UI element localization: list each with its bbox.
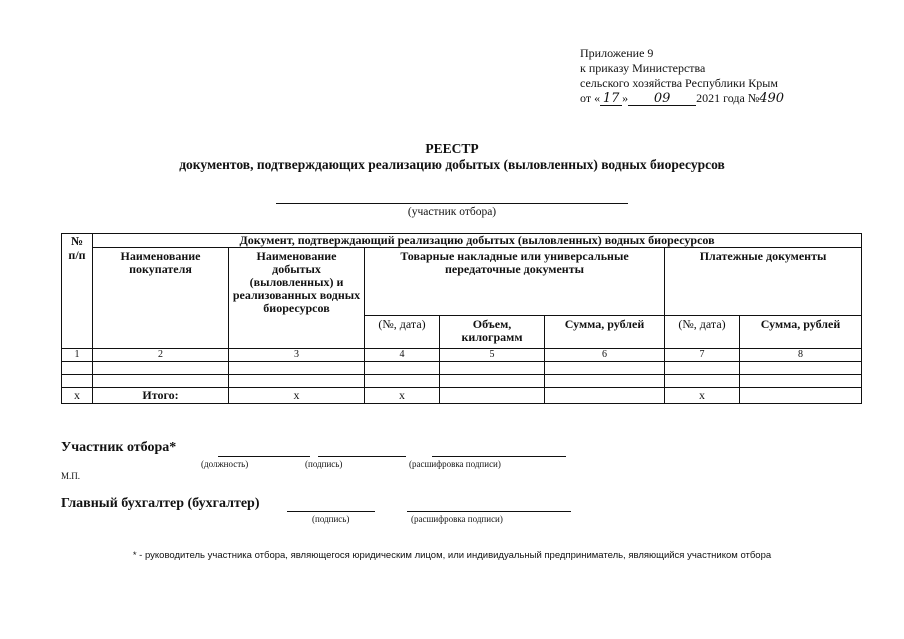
table-cell bbox=[740, 362, 862, 375]
table-cell bbox=[665, 362, 740, 375]
accountant-signature-label: Главный бухгалтер (бухгалтер) bbox=[61, 496, 260, 511]
payments-header: Платежные документы bbox=[665, 248, 862, 316]
total-cell bbox=[440, 388, 545, 404]
participant-line bbox=[276, 203, 628, 204]
resources-header: Наименование добытых (выловленных) и реализованных водных биоресурсов bbox=[229, 248, 365, 349]
table-cell bbox=[545, 375, 665, 388]
column-number: 4 bbox=[365, 349, 440, 362]
table-cell bbox=[62, 362, 93, 375]
table-cell bbox=[365, 362, 440, 375]
date-prefix: от « bbox=[580, 91, 601, 105]
table-cell bbox=[740, 375, 862, 388]
table-cell bbox=[440, 362, 545, 375]
registry-table bbox=[61, 233, 862, 404]
footnote: * - руководитель участника отбора, являющегося юридическим лицом, или индивидуальный предприниматель, являющийся участником отбора bbox=[132, 550, 772, 561]
column-number: 3 bbox=[229, 349, 365, 362]
column-number: 7 bbox=[665, 349, 740, 362]
table-cell bbox=[545, 362, 665, 375]
document-subtitle: документов, подтверждающих реализацию добытых (выловленных) водных биоресурсов bbox=[179, 157, 725, 172]
total-cell bbox=[545, 388, 665, 404]
total-cell: x bbox=[665, 388, 740, 404]
order-number-sign: № bbox=[747, 91, 760, 105]
total-cell: x bbox=[229, 388, 365, 404]
participant-signature-label: Участник отбора* bbox=[61, 440, 177, 455]
total-cell: x bbox=[62, 388, 93, 404]
date-year: 2021 года bbox=[696, 91, 745, 105]
table-cell bbox=[229, 375, 365, 388]
col-number-header bbox=[62, 234, 93, 349]
column-number: 5 bbox=[440, 349, 545, 362]
accountant-decoding-caption: (расшифровка подписи) bbox=[411, 514, 503, 524]
date-month: 09 bbox=[628, 92, 696, 106]
column-numbers-row bbox=[62, 349, 862, 362]
table-cell bbox=[440, 375, 545, 388]
col-number-header-1: № bbox=[70, 234, 84, 248]
table-row bbox=[62, 375, 862, 388]
table-cell bbox=[93, 362, 229, 375]
appendix-block bbox=[580, 46, 784, 106]
invoice-number-date-header: (№, дата) bbox=[365, 316, 440, 349]
stamp-label: М.П. bbox=[61, 471, 81, 481]
col-number-header-2: п/п bbox=[68, 248, 86, 262]
column-number: 1 bbox=[62, 349, 93, 362]
document-title: РЕЕСТР bbox=[425, 141, 479, 156]
participant-caption: (участник отбора) bbox=[407, 206, 497, 218]
header-row-1 bbox=[62, 234, 862, 248]
table-row bbox=[62, 362, 862, 375]
total-row bbox=[62, 388, 862, 404]
date-day: 17 bbox=[600, 92, 622, 106]
decoding-line bbox=[432, 456, 566, 457]
column-number: 8 bbox=[740, 349, 862, 362]
decoding-caption: (расшифровка подписи) bbox=[409, 459, 501, 469]
total-label: Итого: bbox=[93, 388, 229, 404]
position-line bbox=[218, 456, 310, 457]
position-caption: (должность) bbox=[201, 459, 249, 469]
appendix-date-line bbox=[580, 91, 784, 106]
payment-number-date-header: (№, дата) bbox=[665, 316, 740, 349]
table-cell bbox=[229, 362, 365, 375]
appendix-line-1: Приложение 9 bbox=[580, 46, 654, 60]
payment-sum-header: Сумма, рублей bbox=[740, 316, 862, 349]
table-cell bbox=[665, 375, 740, 388]
appendix-line-3: сельского хозяйства Республики Крым bbox=[580, 76, 778, 90]
column-number: 6 bbox=[545, 349, 665, 362]
appendix-line-2: к приказу Министерства bbox=[580, 61, 706, 75]
invoice-sum-header: Сумма, рублей bbox=[545, 316, 665, 349]
table-cell bbox=[365, 375, 440, 388]
invoices-header: Товарные накладные или универсальные передаточные документы bbox=[365, 248, 665, 316]
table-cell bbox=[62, 375, 93, 388]
total-cell bbox=[740, 388, 862, 404]
header-row-2 bbox=[62, 248, 862, 316]
signature-caption: (подпись) bbox=[305, 459, 343, 469]
column-number: 2 bbox=[93, 349, 229, 362]
date-mid: » bbox=[622, 91, 629, 105]
accountant-decoding-line bbox=[407, 511, 571, 512]
invoice-volume-header: Объем, килограмм bbox=[440, 316, 545, 349]
buyer-header: Наименование покупателя bbox=[93, 248, 229, 349]
document-header: Документ, подтверждающий реализацию добытых (выловленных) водных биоресурсов bbox=[93, 234, 862, 248]
total-cell: x bbox=[365, 388, 440, 404]
accountant-signature-line bbox=[287, 511, 375, 512]
table-cell bbox=[93, 375, 229, 388]
accountant-signature-caption: (подпись) bbox=[312, 514, 350, 524]
signature-line bbox=[318, 456, 406, 457]
order-number: 490 bbox=[759, 91, 785, 106]
